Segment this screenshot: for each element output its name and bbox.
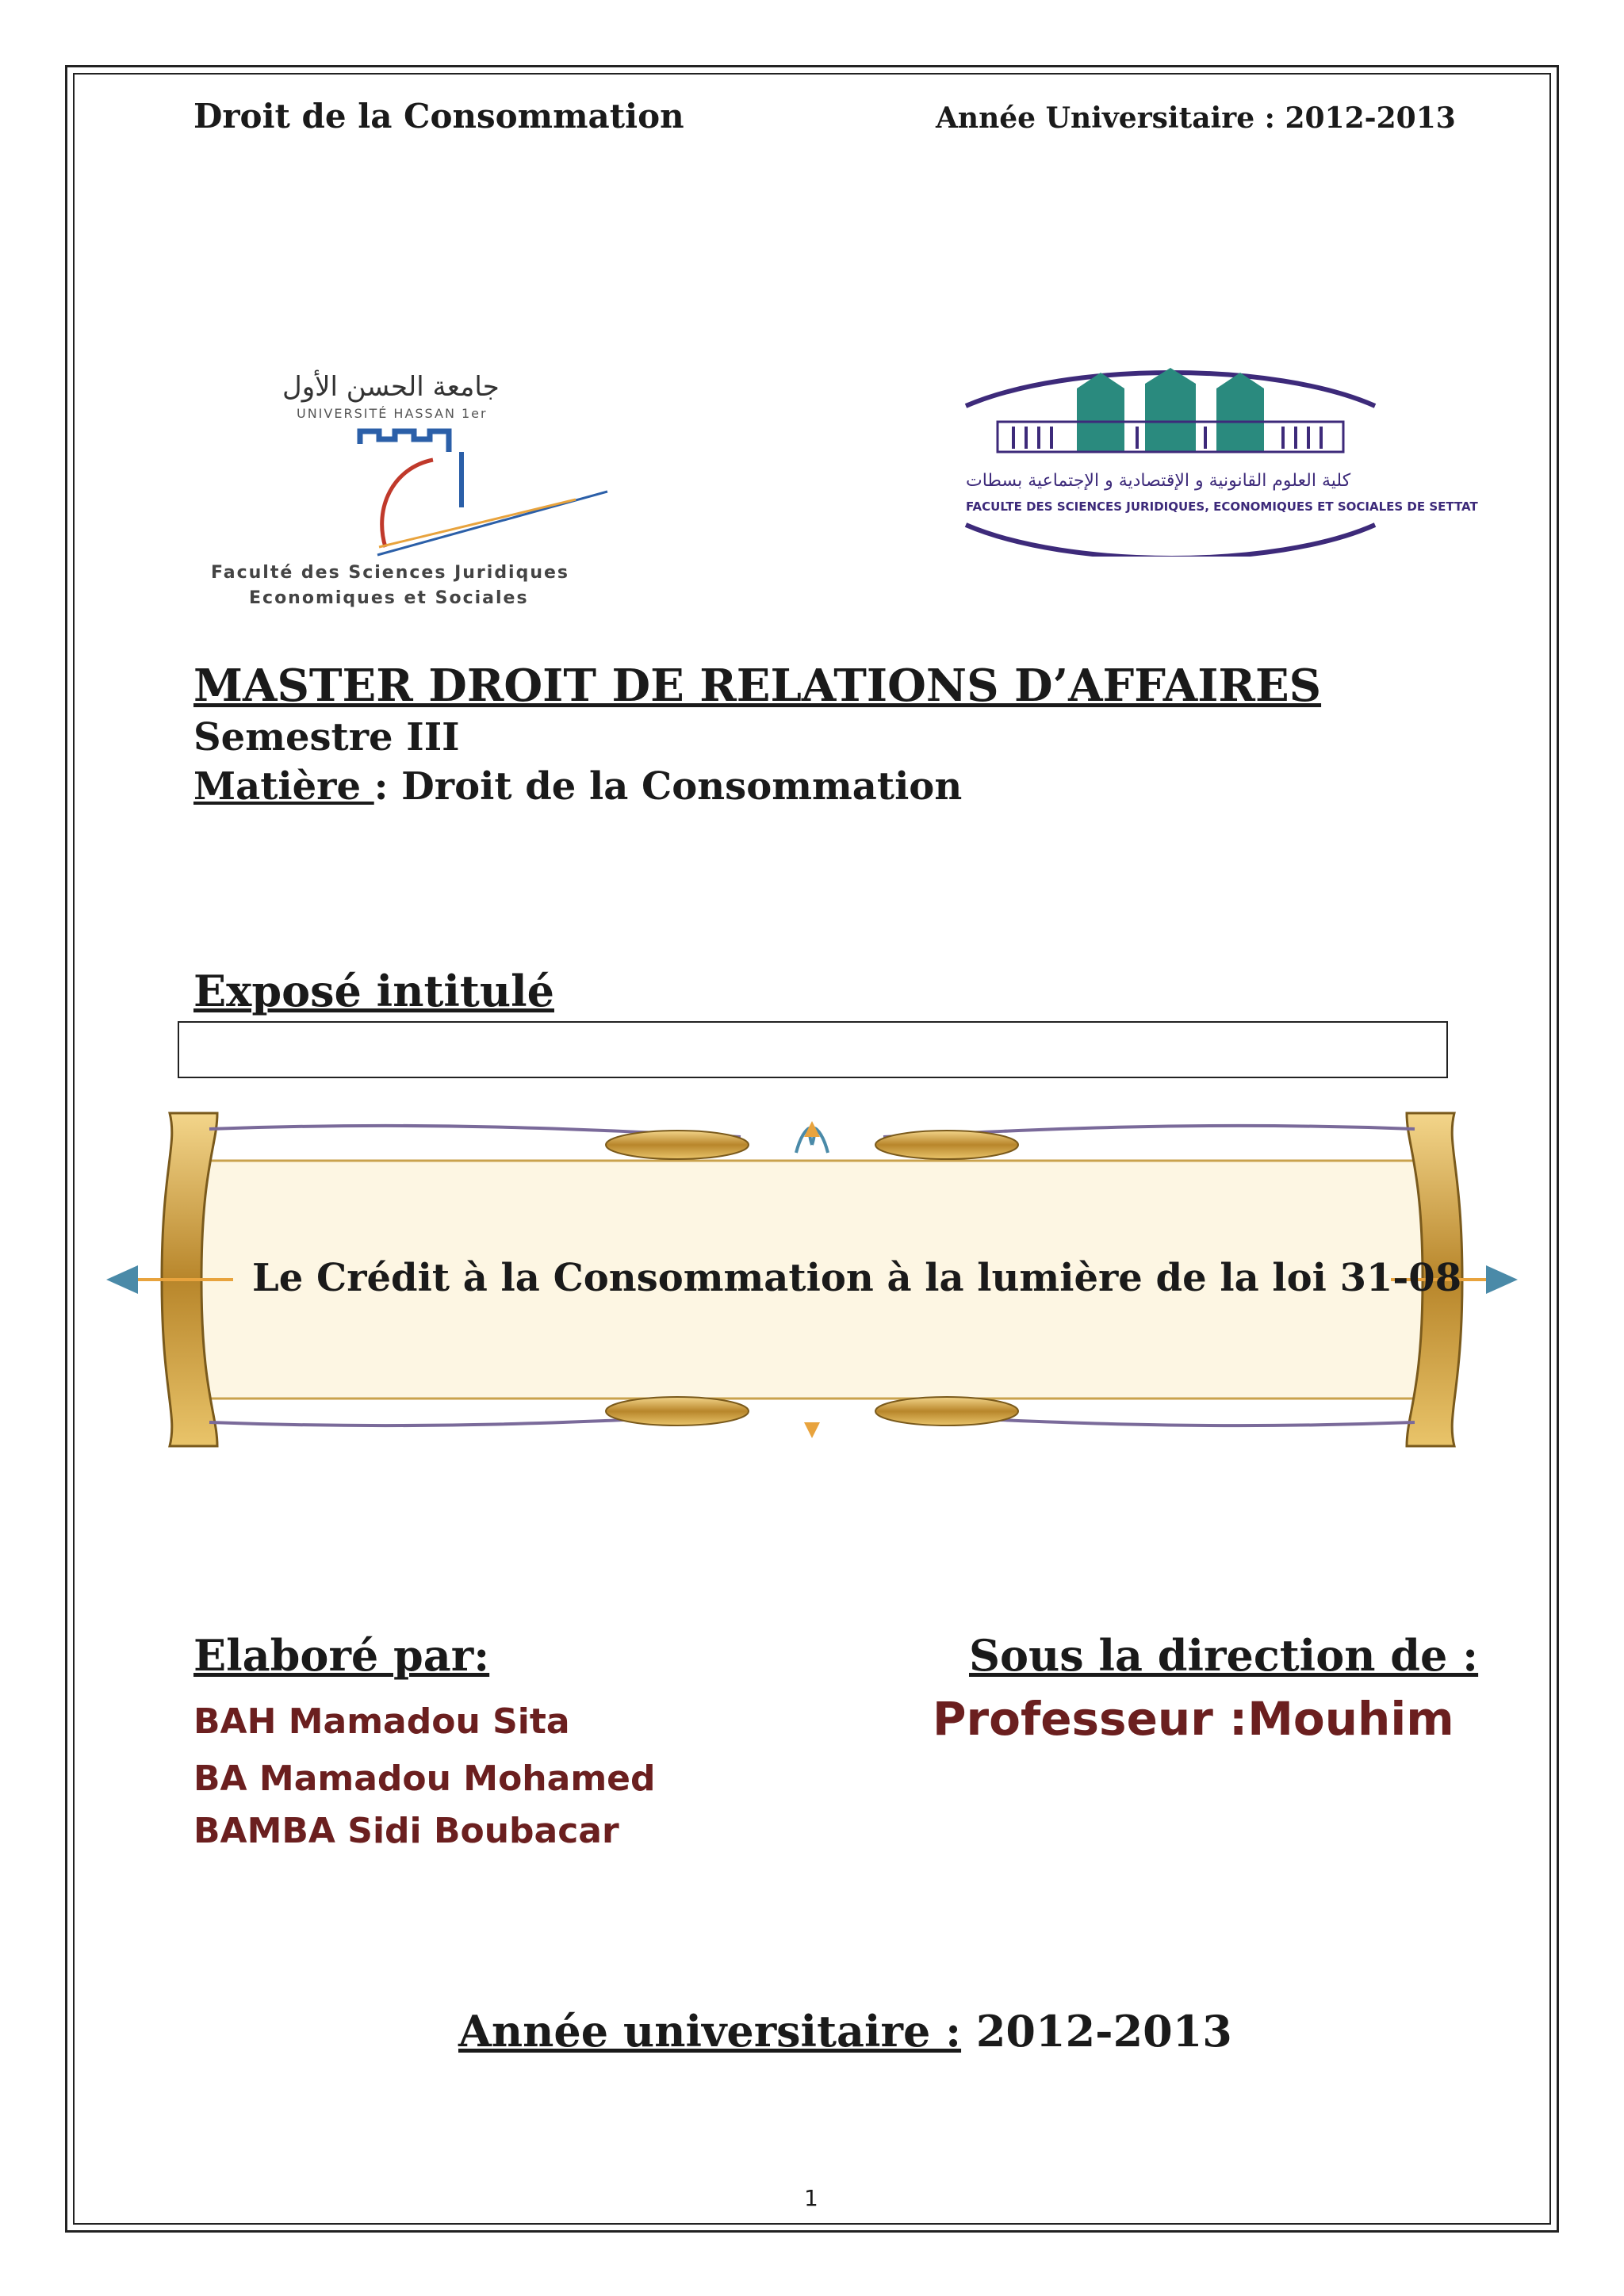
semester: Semestre III — [193, 715, 460, 760]
master-title: MASTER DROIT DE RELATIONS D’AFFAIRES — [193, 660, 1322, 712]
university-emblem-icon — [195, 420, 623, 571]
page-number: 1 — [804, 2185, 818, 2211]
footer-year — [458, 2006, 1232, 2057]
header-course: Droit de la Consommation — [193, 97, 684, 136]
faculte-settat-logo — [958, 366, 1478, 557]
author-name: BAH Mamadou Sita — [193, 1701, 570, 1742]
subject-line — [193, 764, 962, 809]
footer-year-label: Année universitaire : — [458, 2006, 962, 2057]
expose-title-box — [178, 1021, 1448, 1078]
direction-label: Sous la direction de : — [969, 1630, 1479, 1681]
header-year: Année Universitaire : 2012-2013 — [936, 101, 1456, 135]
professor-name: Professeur :Mouhim — [933, 1692, 1454, 1746]
subject-label: Matière — [193, 764, 374, 809]
expose-title: Le Crédit à la Consommation à la lumière de la loi 31-08 — [252, 1256, 1462, 1300]
footer-year-value: 2012-2013 — [961, 2006, 1232, 2057]
logo-right-faculty: FACULTE DES SCIENCES JURIDIQUES, ECONOMIQUES ET SOCIALES DE SETTAT — [966, 499, 1478, 514]
faculty-building-icon — [958, 366, 1383, 557]
expose-label: Exposé intitulé — [193, 966, 554, 1016]
authors-label: Elaboré par: — [193, 1630, 490, 1681]
subject-value: : Droit de la Consommation — [373, 764, 963, 809]
author-name: BAMBA Sidi Boubacar — [193, 1811, 619, 1851]
logo-left-arabic: جامعة الحسن الأول — [282, 371, 500, 403]
university-hassan-logo — [195, 365, 623, 618]
author-name: BA Mamadou Mohamed — [193, 1758, 656, 1799]
logo-left-university: UNIVERSITÉ HASSAN 1er — [297, 406, 488, 421]
logo-right-arabic: كلية العلوم القانونية و الإقتصادية و الإجتماعية بسطات — [966, 471, 1351, 491]
logo-left-faculty-line1: Faculté des Sciences Juridiques — [211, 563, 570, 583]
logo-left-faculty-line2: Economiques et Sociales — [249, 588, 529, 608]
